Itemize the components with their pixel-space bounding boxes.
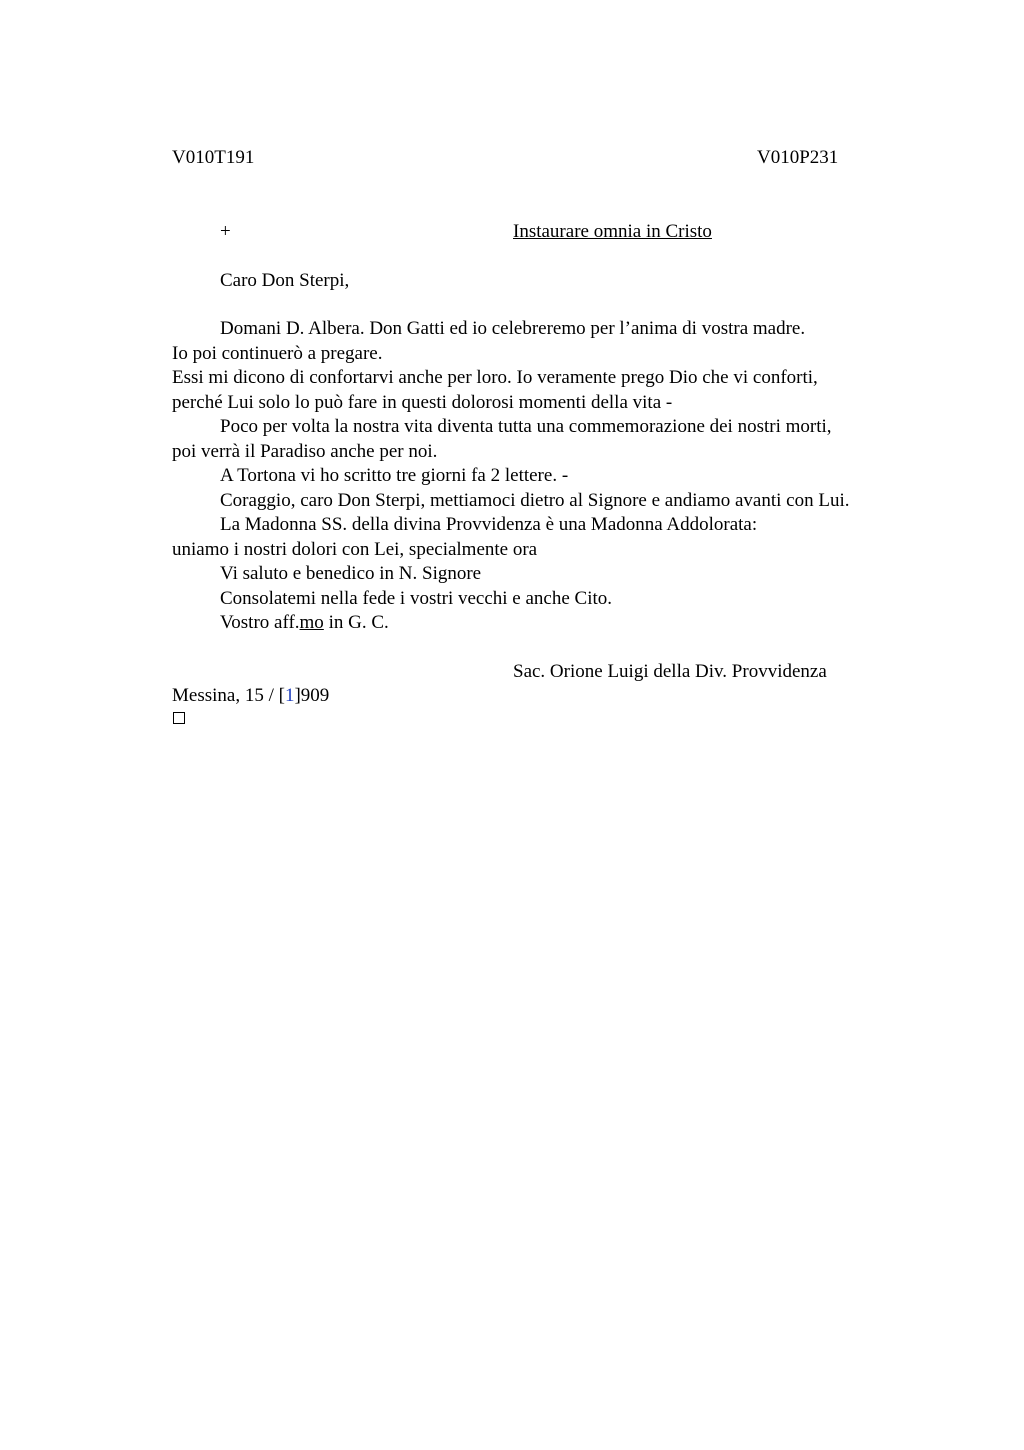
body-line: Domani D. Albera. Don Gatti ed io celebreremo per l’anima di vostra madre. [220,318,806,339]
greeting: Caro Don Sterpi, [220,270,350,291]
body-line: uniamo i nostri dolori con Lei, specialmente ora [172,539,538,560]
date-suffix: ]909 [294,685,330,706]
archive-code-right: V010P231 [757,147,839,168]
body-line: A Tortona vi ho scritto tre giorni fa 2 lettere. - [220,465,569,486]
body-line: perché Lui solo lo può fare in questi dolorosi momenti della vita - [172,392,673,413]
motto: Instaurare omnia in Cristo [513,221,712,242]
closing-abbrev: mo [299,612,324,633]
archive-code-left: V010T191 [172,147,255,168]
cross-symbol: + [220,221,231,242]
editorial-digit: 1 [284,685,295,706]
closing-prefix: Vostro aff. [220,612,300,633]
signature: Sac. Orione Luigi della Div. Provvidenza [513,661,827,682]
body-line: poi verrà il Paradiso anche per noi. [172,441,438,462]
body-line: Io poi continuerò a pregare. [172,343,383,364]
body-line: Essi mi dicono di confortarvi anche per loro. Io veramente prego Dio che vi conforti, [172,367,818,388]
body-line: Poco per volta la nostra vita diventa tutta una commemorazione dei nostri morti, [220,416,832,437]
date-prefix: Messina, 15 / [ [172,685,285,706]
body-line: La Madonna SS. della divina Provvidenza è una Madonna Addolorata: [220,514,758,535]
date-line [172,684,329,708]
closing-suffix: in G. C. [323,612,389,633]
empty-box-icon [173,712,185,724]
body-line: Coraggio, caro Don Sterpi, mettiamoci dietro al Signore e andiamo avanti con Lui. [220,490,850,511]
body-line: Consolatemi nella fede i vostri vecchi e anche Cito. [220,588,613,609]
closing-line [220,611,389,635]
body-line: Vi saluto e benedico in N. Signore [220,563,482,584]
